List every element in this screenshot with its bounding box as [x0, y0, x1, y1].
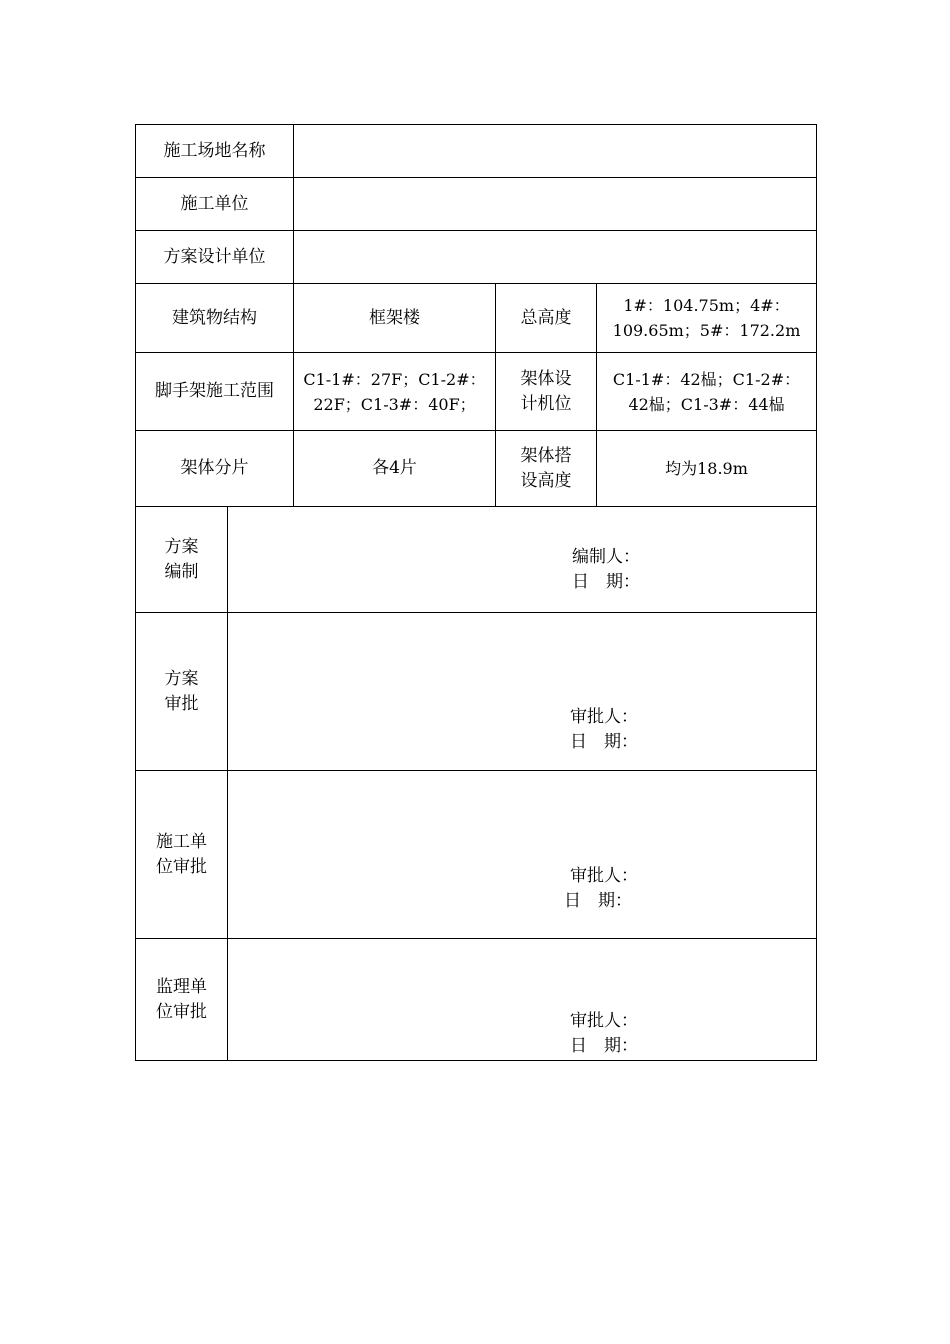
designer-label: 方案设计单位 — [136, 231, 294, 284]
supervisor-approve-label — [136, 939, 228, 1061]
compile-person-label: 编制人： — [572, 547, 640, 567]
row-structure — [136, 284, 817, 353]
scaffold-range-line-2: 22F；C1-3#：40F； — [313, 394, 476, 414]
contractor-approve-label-line-2: 位审批 — [156, 856, 207, 877]
frame-positions-label-line-2: 计机位 — [520, 393, 572, 414]
frame-positions-line-2: 42榀；C1-3#：44榀 — [628, 394, 785, 414]
site-name-value — [294, 125, 817, 178]
scaffold-approval-form — [135, 124, 817, 1061]
supervisor-approve-label-line-2: 位审批 — [156, 1001, 207, 1022]
row-frame-sections — [136, 431, 817, 507]
structure-label: 建筑物结构 — [136, 284, 294, 353]
row-scheme-compile — [136, 507, 817, 613]
approve-label — [136, 613, 228, 771]
row-designer — [136, 231, 817, 284]
total-height-line-2: 109.65m；5#：172.2m — [612, 321, 801, 340]
row-contractor-approve — [136, 771, 817, 939]
row-scheme-approve — [136, 613, 817, 771]
contractor-approve-label-line-1: 施工单 — [156, 831, 207, 852]
supervisor-approve-date-label: 日 期： — [570, 1036, 638, 1056]
approve-person-label: 审批人： — [570, 707, 638, 727]
total-height-value — [597, 284, 817, 353]
frame-positions-value — [597, 353, 817, 431]
scaffold-range-label: 脚手架施工范围 — [136, 353, 294, 431]
contractor-approve-person-label: 审批人： — [570, 866, 638, 886]
total-height-label: 总高度 — [496, 284, 597, 353]
frame-positions-label — [496, 353, 597, 431]
frame-sections-value: 各4片 — [294, 431, 496, 507]
approve-sign-area — [228, 613, 817, 771]
supervisor-approve-sign-lines — [570, 1009, 638, 1059]
frame-positions-line-1: C1-1#：42榀；C1-2#： — [612, 369, 801, 389]
contractor-approve-sign-area — [228, 771, 817, 939]
frame-height-label-line-2: 设高度 — [520, 470, 572, 491]
frame-height-value: 均为18.9m — [597, 431, 817, 507]
contractor-approve-label — [136, 771, 228, 939]
structure-value: 框架楼 — [294, 284, 496, 353]
total-height-line-1: 1#：104.75m；4#： — [623, 296, 790, 315]
compile-date-label: 日 期： — [572, 572, 640, 592]
compile-label — [136, 507, 228, 613]
contractor-approve-date-label: 日 期： — [564, 891, 632, 911]
row-supervisor-approve — [136, 939, 817, 1061]
supervisor-approve-sign-area — [228, 939, 817, 1061]
designer-value — [294, 231, 817, 284]
frame-sections-label: 架体分片 — [136, 431, 294, 507]
scaffold-range-value — [294, 353, 496, 431]
row-contractor — [136, 178, 817, 231]
scaffold-range-line-1: C1-1#：27F；C1-2#： — [303, 369, 486, 389]
row-site-name — [136, 125, 817, 178]
approve-date-label: 日 期： — [570, 732, 638, 752]
supervisor-approve-person-label: 审批人： — [570, 1011, 638, 1031]
site-name-label: 施工场地名称 — [136, 125, 294, 178]
contractor-value — [294, 178, 817, 231]
contractor-approve-sign-lines — [564, 864, 638, 914]
frame-positions-label-line-1: 架体设 — [520, 368, 572, 389]
contractor-label: 施工单位 — [136, 178, 294, 231]
approve-label-line-1: 方案 — [164, 668, 199, 689]
supervisor-approve-label-line-1: 监理单 — [156, 976, 207, 997]
approve-label-line-2: 审批 — [164, 693, 199, 714]
approve-sign-lines — [570, 705, 638, 755]
frame-height-label-line-1: 架体搭 — [520, 445, 572, 466]
frame-height-label — [496, 431, 597, 507]
compile-sign-area — [228, 507, 817, 613]
compile-label-line-2: 编制 — [164, 561, 199, 582]
row-scaffold-range — [136, 353, 817, 431]
compile-sign-lines — [572, 545, 640, 595]
compile-label-line-1: 方案 — [164, 536, 199, 557]
